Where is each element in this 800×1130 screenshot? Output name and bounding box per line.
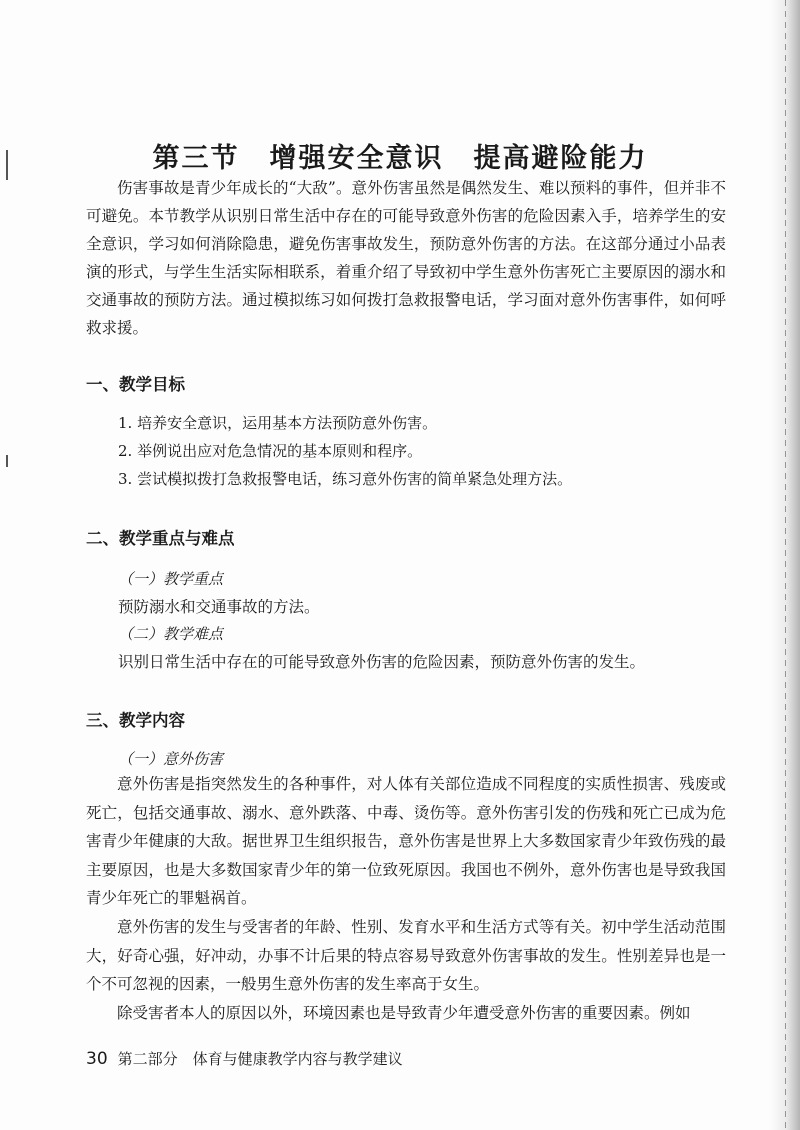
key-point-text: 预防溺水和交通事故的方法。 [118, 598, 320, 616]
heading-teaching-objectives: 一、教学目标 [86, 375, 185, 394]
objective-item: 2. 举例说出应对危急情况的基本原则和程序。 [118, 442, 423, 460]
heading-teaching-content: 三、教学内容 [86, 711, 185, 730]
content-paragraph-3: 除受害者本人的原因以外，环境因素也是导致青少年遭受意外伤害的重要因素。例如 [117, 1004, 691, 1022]
subheading-accidental-injury: （一）意外伤害 [118, 750, 224, 768]
section-title-number: 第三节 [152, 143, 240, 175]
difficult-point-text: 识别日常生活中存在的可能导致意外伤害的危险因素，预防意外伤害的发生。 [118, 653, 646, 671]
footer-part-title: 第二部分 体育与健康教学内容与教学建议 [117, 1050, 403, 1068]
content-paragraph-1: 意外伤害是指突然发生的各种事件，对人体有关部位造成不同程度的实质性损害、残废或死亡，包括交通事故、溺水、意外跌落、中毒、烫伤等。意外伤害引发的伤残和死亡已成为危害青少年健康的大敌。据世界卫生组织报告，意外伤害是世界上大多数国家青少年致伤残的最主要原因，也是大多数国家青少年的第一位致死原因。我国也不例外，意外伤害也是导致我国青少年死亡的罪魁祸首。 [86, 775, 726, 907]
content-paragraph-2: 意外伤害的发生与受害者的年龄、性别、发育水平和生活方式等有关。初中学生活动范围大，好奇心强，好冲动，办事不计后果的特点容易导致意外伤害事故的发生。性别差异也是一个不可忽视的因素，一般男生意外伤害的发生率高于女生。 [86, 918, 726, 993]
section-title [0, 136, 800, 175]
section-title-part2: 提高避险能力 [473, 143, 648, 175]
heading-key-points: 二、教学重点与难点 [86, 529, 235, 548]
section-title-part1: 增强安全意识 [269, 143, 444, 175]
left-margin-mark [6, 455, 8, 467]
page-number: 30 [86, 1049, 108, 1069]
objectives-list [118, 409, 728, 493]
objective-item: 3. 尝试模拟拨打急救报警电话，练习意外伤害的简单紧急处理方法。 [118, 470, 573, 488]
page-footer [86, 1048, 403, 1069]
subheading-difficult-point: （二）教学难点 [118, 625, 224, 643]
subheading-key-point: （一）教学重点 [118, 570, 224, 588]
objective-item: 1. 培养安全意识，运用基本方法预防意外伤害。 [118, 414, 438, 432]
intro-paragraph: 伤害事故是青少年成长的“大敌”。意外伤害虽然是偶然发生、难以预料的事件，但并非不可避免。本节教学从识别日常生活中存在的可能导致意外伤害的危险因素入手，培养学生的安全意识，学习如何消除隐患，避免伤害事故发生，预防意外伤害的方法。在这部分通过小品表演的形式，与学生生活实际相联系，着重介绍了导致初中学生意外伤害死亡主要原因的溺水和交通事故的预防方法。通过模拟练习如何拨打急救报警电话，学习面对意外伤害事件，如何呼救求援。 [86, 179, 726, 337]
